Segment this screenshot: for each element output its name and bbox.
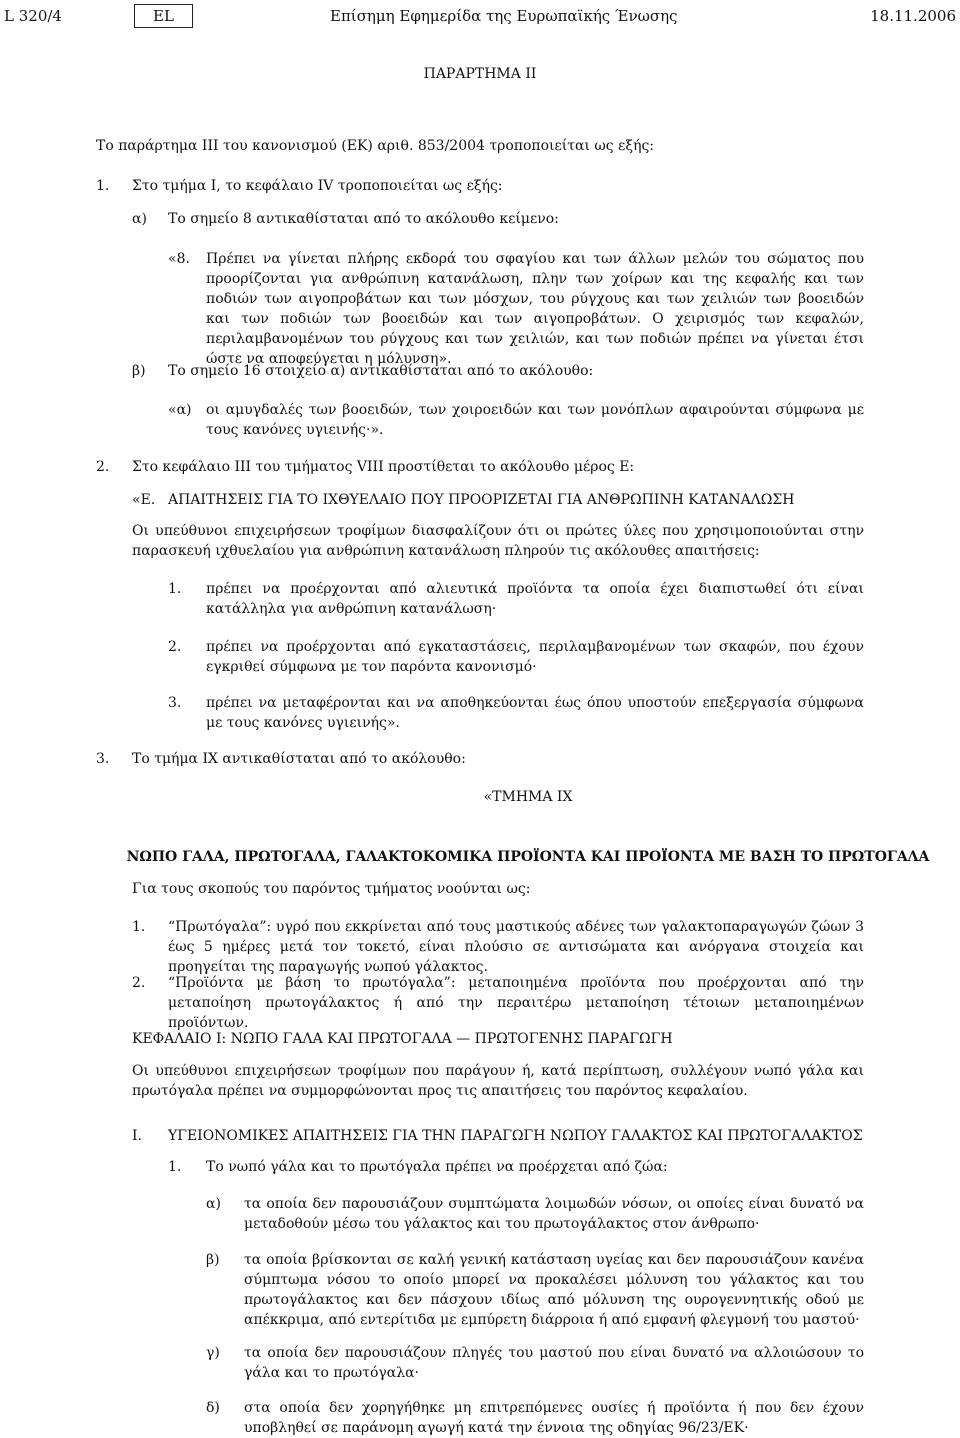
list-text: πρέπει να μεταφέρονται και να αποθηκεύονται έως όπου υποστούν επεξεργασία σύμφωνα με τους κανόνες υγιεινής». bbox=[206, 695, 864, 731]
sub-text: Το σημείο 16 στοιχείο α) αντικαθίσταται από το ακόλουθο: bbox=[168, 363, 594, 379]
list-label: β) bbox=[206, 1252, 220, 1268]
part-title: ΥΓΕΙΟΝΟΜΙΚΕΣ ΑΠΑΙΤΗΣΕΙΣ ΓΙΑ ΤΗΝ ΠΑΡΑΓΩΓΗ ΝΩΠΟΥ ΓΑΛΑΚΤΟΣ ΚΑΙ ΠΡΩΤΟΓΑΛΑΚΤΟΣ bbox=[168, 1128, 863, 1144]
part-number: Ι. bbox=[132, 1128, 142, 1144]
list-number: 2. bbox=[168, 639, 182, 655]
journal-title: Επίσημη Εφημερίδα της Ευρωπαϊκής Ένωσης bbox=[330, 7, 678, 25]
list-text: τα οποία βρίσκονται σε καλή γενική κατάσταση υγείας και δεν παρουσιάζουν κανένα σύμπτωμα νόσου το οποίο μπορεί να προκαλέσει μόλυνση του γάλακτος και του πρωτογάλακτος και δεν πάσχουν ιδίως από μόλυνση της ουρογεννητικής οδού με απέκκριμα, από εντερίτιδα με εμπύρετη διάρροια ή από εμφανή φλεγμονή του μαστού· bbox=[244, 1252, 864, 1328]
list-text: τα οποία δεν παρουσιάζουν πληγές του μαστού που είναι δυνατό να αλλοιώσουν το γάλα και το πρωτόγαλα· bbox=[244, 1345, 864, 1381]
item-number: 3. bbox=[96, 751, 110, 767]
part-label: «Ε. bbox=[132, 492, 156, 508]
point-text: Πρέπει να γίνεται πλήρης εκδορά του σφαγίου και των άλλων μελών του σώματος που προορίζονται για ανθρώπινη κατανάλωση, πλην των χοίρων και της κεφαλής και των ποδιών των αιγοπροβάτων και των μόσχων, του ρύγχους και των χειλιών των βοοειδών και των ποδιών των βοοειδών και των αιγοπροβάτων. Ο χειρισμός των κεφαλών, περιλαμβανομένων του ρύγχους και των χειλιών, και των ποδιών πρέπει να γίνεται έτσι ώστε να αποφεύγεται η μόλυνση». bbox=[206, 251, 864, 367]
item-number: 1. bbox=[96, 178, 110, 194]
intro-text: Το παράρτημα ΙΙΙ του κανονισμού (ΕΚ) αριθ. 853/2004 τροποποιείται ως εξής: bbox=[96, 138, 655, 154]
point-number: «8. bbox=[168, 251, 190, 267]
item-text: Το τμήμα ΙΧ αντικαθίσταται από το ακόλουθο: bbox=[132, 751, 466, 767]
list-text: πρέπει να προέρχονται από αλιευτικά προϊόντα τα οποία έχει διαπιστωθεί ότι είναι κατάλληλα για ανθρώπινη κατανάλωση· bbox=[206, 581, 864, 617]
item-text: Στο κεφάλαιο ΙΙΙ του τμήματος VIII προστίθεται το ακόλουθο μέρος Ε: bbox=[132, 459, 635, 475]
definitions-intro: Για τους σκοπούς του παρόντος τμήματος νοούνται ως: bbox=[132, 881, 531, 897]
page-header bbox=[0, 4, 960, 30]
list-text: πρέπει να προέρχονται από εγκαταστάσεις, περιλαμβανομένων των σκαφών, που έχουν εγκριθεί σύμφωνα με τον παρόντα κανονισμό· bbox=[206, 639, 864, 675]
list-number: 2. bbox=[132, 975, 146, 991]
list-number: 1. bbox=[168, 1159, 182, 1175]
sub-label: β) bbox=[132, 363, 146, 379]
chapter-intro: Οι υπεύθυνοι επιχειρήσεων τροφίμων που παράγουν ή, κατά περίπτωση, συλλέγουν νωπό γάλα και πρωτόγαλα πρέπει να συμμορφώνονται προς τις απαιτήσεις του παρόντος κεφαλαίου. bbox=[132, 1063, 864, 1099]
list-text: Το νωπό γάλα και το πρωτόγαλα πρέπει να προέρχεται από ζώα: bbox=[206, 1159, 668, 1175]
list-text: τα οποία δεν παρουσιάζουν συμπτώματα λοιμωδών νόσων, οι οποίες είναι δυνατό να μεταδοθούν μέσω του γάλακτος και του πρωτογάλακτος στον άνθρωπο· bbox=[244, 1196, 864, 1232]
sub-label: «α) bbox=[168, 402, 192, 418]
list-label: γ) bbox=[206, 1345, 220, 1361]
list-number: 1. bbox=[168, 581, 182, 597]
sub-text: Το σημείο 8 αντικαθίσταται από το ακόλουθο κείμενο: bbox=[168, 211, 559, 227]
list-number: 1. bbox=[132, 919, 146, 935]
chapter-title: ΚΕΦΑΛΑΙΟ Ι: ΝΩΠΟ ΓΑΛΑ ΚΑΙ ΠΡΩΤΟΓΑΛΑ — ΠΡΩΤΟΓΕΝΗΣ ΠΑΡΑΓΩΓΗ bbox=[132, 1031, 673, 1047]
publication-date: 18.11.2006 bbox=[870, 7, 956, 25]
annex-title: ΠΑΡΑΡΤΗΜΑ ΙΙ bbox=[423, 66, 537, 82]
sub-label: α) bbox=[132, 211, 147, 227]
page-reference: L 320/4 bbox=[4, 7, 62, 25]
section-title: «ΤΜΗΜΑ ΙΧ bbox=[483, 789, 573, 805]
list-number: 3. bbox=[168, 695, 182, 711]
list-text: “Πρωτόγαλα”: υγρό που εκκρίνεται από τους μαστικούς αδένες των γαλακτοπαραγωγών ζώων 3 έως 5 ημέρες μετά τον τοκετό, είναι πλούσιο σε αντισώματα και ανόργανα στοιχεία και προηγείται της παραγωγής νωπού γάλακτος. bbox=[168, 919, 864, 975]
list-label: α) bbox=[206, 1196, 221, 1212]
part-title: ΑΠΑΙΤΗΣΕΙΣ ΓΙΑ ΤΟ ΙΧΘΥΕΛΑΙΟ ΠΟΥ ΠΡΟΟΡΙΖΕΤΑΙ ΓΙΑ ΑΝΘΡΩΠΙΝΗ ΚΑΤΑΝΑΛΩΣΗ bbox=[168, 492, 795, 508]
language-code: EL bbox=[134, 4, 193, 28]
list-text: στα οποία δεν χορηγήθηκε μη επιτρεπόμενες ουσίες ή προϊόντα ή που δεν έχουν υποβληθεί σε παράνομη αγωγή κατά την έννοια της οδηγίας 96/23/ΕΚ· bbox=[244, 1400, 864, 1436]
list-label: δ) bbox=[206, 1400, 220, 1416]
list-text: “Προϊόντα με βάση το πρωτόγαλα”: μεταποιημένα προϊόντα που προέρχονται από την μεταποίηση πρωτογάλακτος ή από την περαιτέρω μεταποίηση τέτοιων μεταποιημένων προϊόντων. bbox=[168, 975, 864, 1031]
part-intro: Οι υπεύθυνοι επιχειρήσεων τροφίμων διασφαλίζουν ότι οι πρώτες ύλες που χρησιμοποιούνται στην παρασκευή ιχθυελαίου για ανθρώπινη κατανάλωση πληρούν τις ακόλουθες απαιτήσεις: bbox=[132, 523, 864, 559]
item-text: Στο τμήμα Ι, το κεφάλαιο IV τροποποιείται ως εξής: bbox=[132, 178, 503, 194]
sub-text: οι αμυγδαλές των βοοειδών, των χοιροειδών και των μονόπλων αφαιρούνται σύμφωνα με τους κανόνες υγιεινής·». bbox=[206, 402, 864, 438]
item-number: 2. bbox=[96, 459, 110, 475]
section-heading: ΝΩΠΟ ΓΑΛΑ, ΠΡΩΤΟΓΑΛΑ, ΓΑΛΑΚΤΟΚΟΜΙΚΑ ΠΡΟΪΟΝΤΑ ΚΑΙ ΠΡΟΪΟΝΤΑ ΜΕ ΒΑΣΗ ΤΟ ΠΡΩΤΟΓΑΛΑ bbox=[126, 849, 930, 865]
